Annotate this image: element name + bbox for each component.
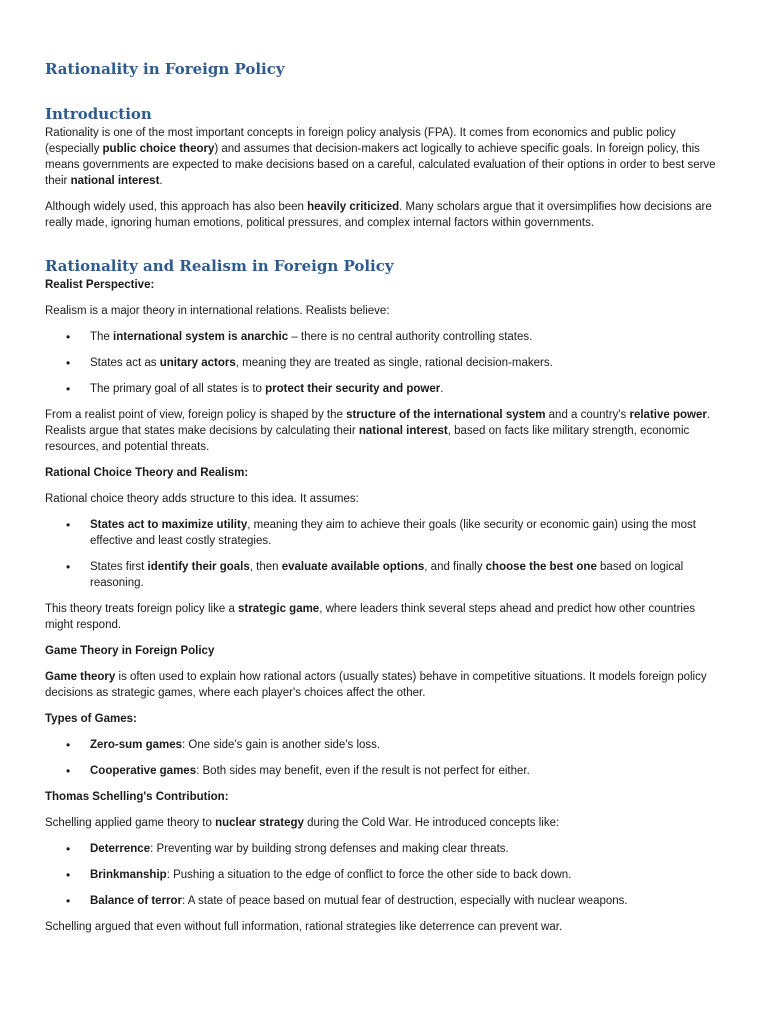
document-title: Rationality in Foreign Policy [45, 60, 285, 78]
schelling-lead-paragraph: Schelling applied game theory to nuclear strategy during the Cold War. He introduced concepts like: [45, 817, 560, 829]
document-body [45, 58, 725, 935]
list-item: • Balance of terror: A state of peace based on mutual fear of destruction, especially with nuclear weapons. [45, 893, 725, 909]
subheading-types-of-games: Types of Games: [45, 713, 137, 725]
rational-choice-bullet-list [45, 517, 725, 591]
schelling-closing-paragraph: Schelling argued that even without full information, rational strategies like deterrence can prevent war. [45, 921, 563, 933]
list-item: • Zero-sum games: One side's gain is another side's loss. [45, 737, 725, 753]
intro-paragraph-1: Rationality is one of the most important concepts in foreign policy analysis (FPA). It comes from economics and public policy (especially public choice theory) and assumes that decision-makers act logically to achieve specific goals. In foreign policy, this means governments are expected to make decisions based on a careful, calculated evaluation of their options in order to best serve their national interest. [45, 127, 716, 187]
subheading-rational-choice: Rational Choice Theory and Realism: [45, 467, 249, 479]
subheading-game-theory: Game Theory in Foreign Policy [45, 645, 215, 657]
schelling-bullet-list [45, 841, 725, 909]
section-heading-introduction: Introduction [45, 105, 152, 123]
list-item: • Brinkmanship: Pushing a situation to the edge of conflict to force the other side to back down. [45, 867, 725, 883]
list-item: • States first identify their goals, then evaluate available options, and finally choose the best one based on logical reasoning. [45, 559, 725, 591]
list-item: • States act to maximize utility, meaning they aim to achieve their goals (like security or economic gain) using the most effective and least costly strategies. [45, 517, 725, 549]
realism-lead-paragraph: Realism is a major theory in international relations. Realists believe: [45, 305, 390, 317]
list-item: • States act as unitary actors, meaning they are treated as single, rational decision-makers. [45, 355, 725, 371]
subheading-realist-perspective: Realist Perspective: [45, 279, 155, 291]
section-heading-realism: Rationality and Realism in Foreign Policy [45, 257, 394, 275]
list-item: • Deterrence: Preventing war by building strong defenses and making clear threats. [45, 841, 725, 857]
intro-paragraph-2: Although widely used, this approach has also been heavily criticized. Many scholars argue that it oversimplifies how decisions are really made, ignoring human emotions, political pressures, and complex internal factors within governments. [45, 201, 712, 229]
game-theory-paragraph: Game theory is often used to explain how rational actors (usually states) behave in competitive situations. It models foreign policy decisions as strategic games, where each player's choices affect the other. [45, 671, 707, 699]
list-item: • The primary goal of all states is to protect their security and power. [45, 381, 725, 397]
rational-choice-lead-paragraph: Rational choice theory adds structure to this idea. It assumes: [45, 493, 359, 505]
list-item: • The international system is anarchic – there is no central authority controlling states. [45, 329, 725, 345]
realism-bullet-list [45, 329, 725, 397]
game-types-bullet-list [45, 737, 725, 779]
realism-paragraph: From a realist point of view, foreign policy is shaped by the structure of the international system and a country's relative power. Realists argue that states make decisions by calculating their national interest, based on facts like military strength, economic resources, and potential threats. [45, 409, 711, 453]
list-item: • Cooperative games: Both sides may benefit, even if the result is not perfect for either. [45, 763, 725, 779]
subheading-schelling: Thomas Schelling's Contribution: [45, 791, 229, 803]
rational-choice-paragraph: This theory treats foreign policy like a strategic game, where leaders think several steps ahead and predict how other countries might respond. [45, 603, 696, 631]
